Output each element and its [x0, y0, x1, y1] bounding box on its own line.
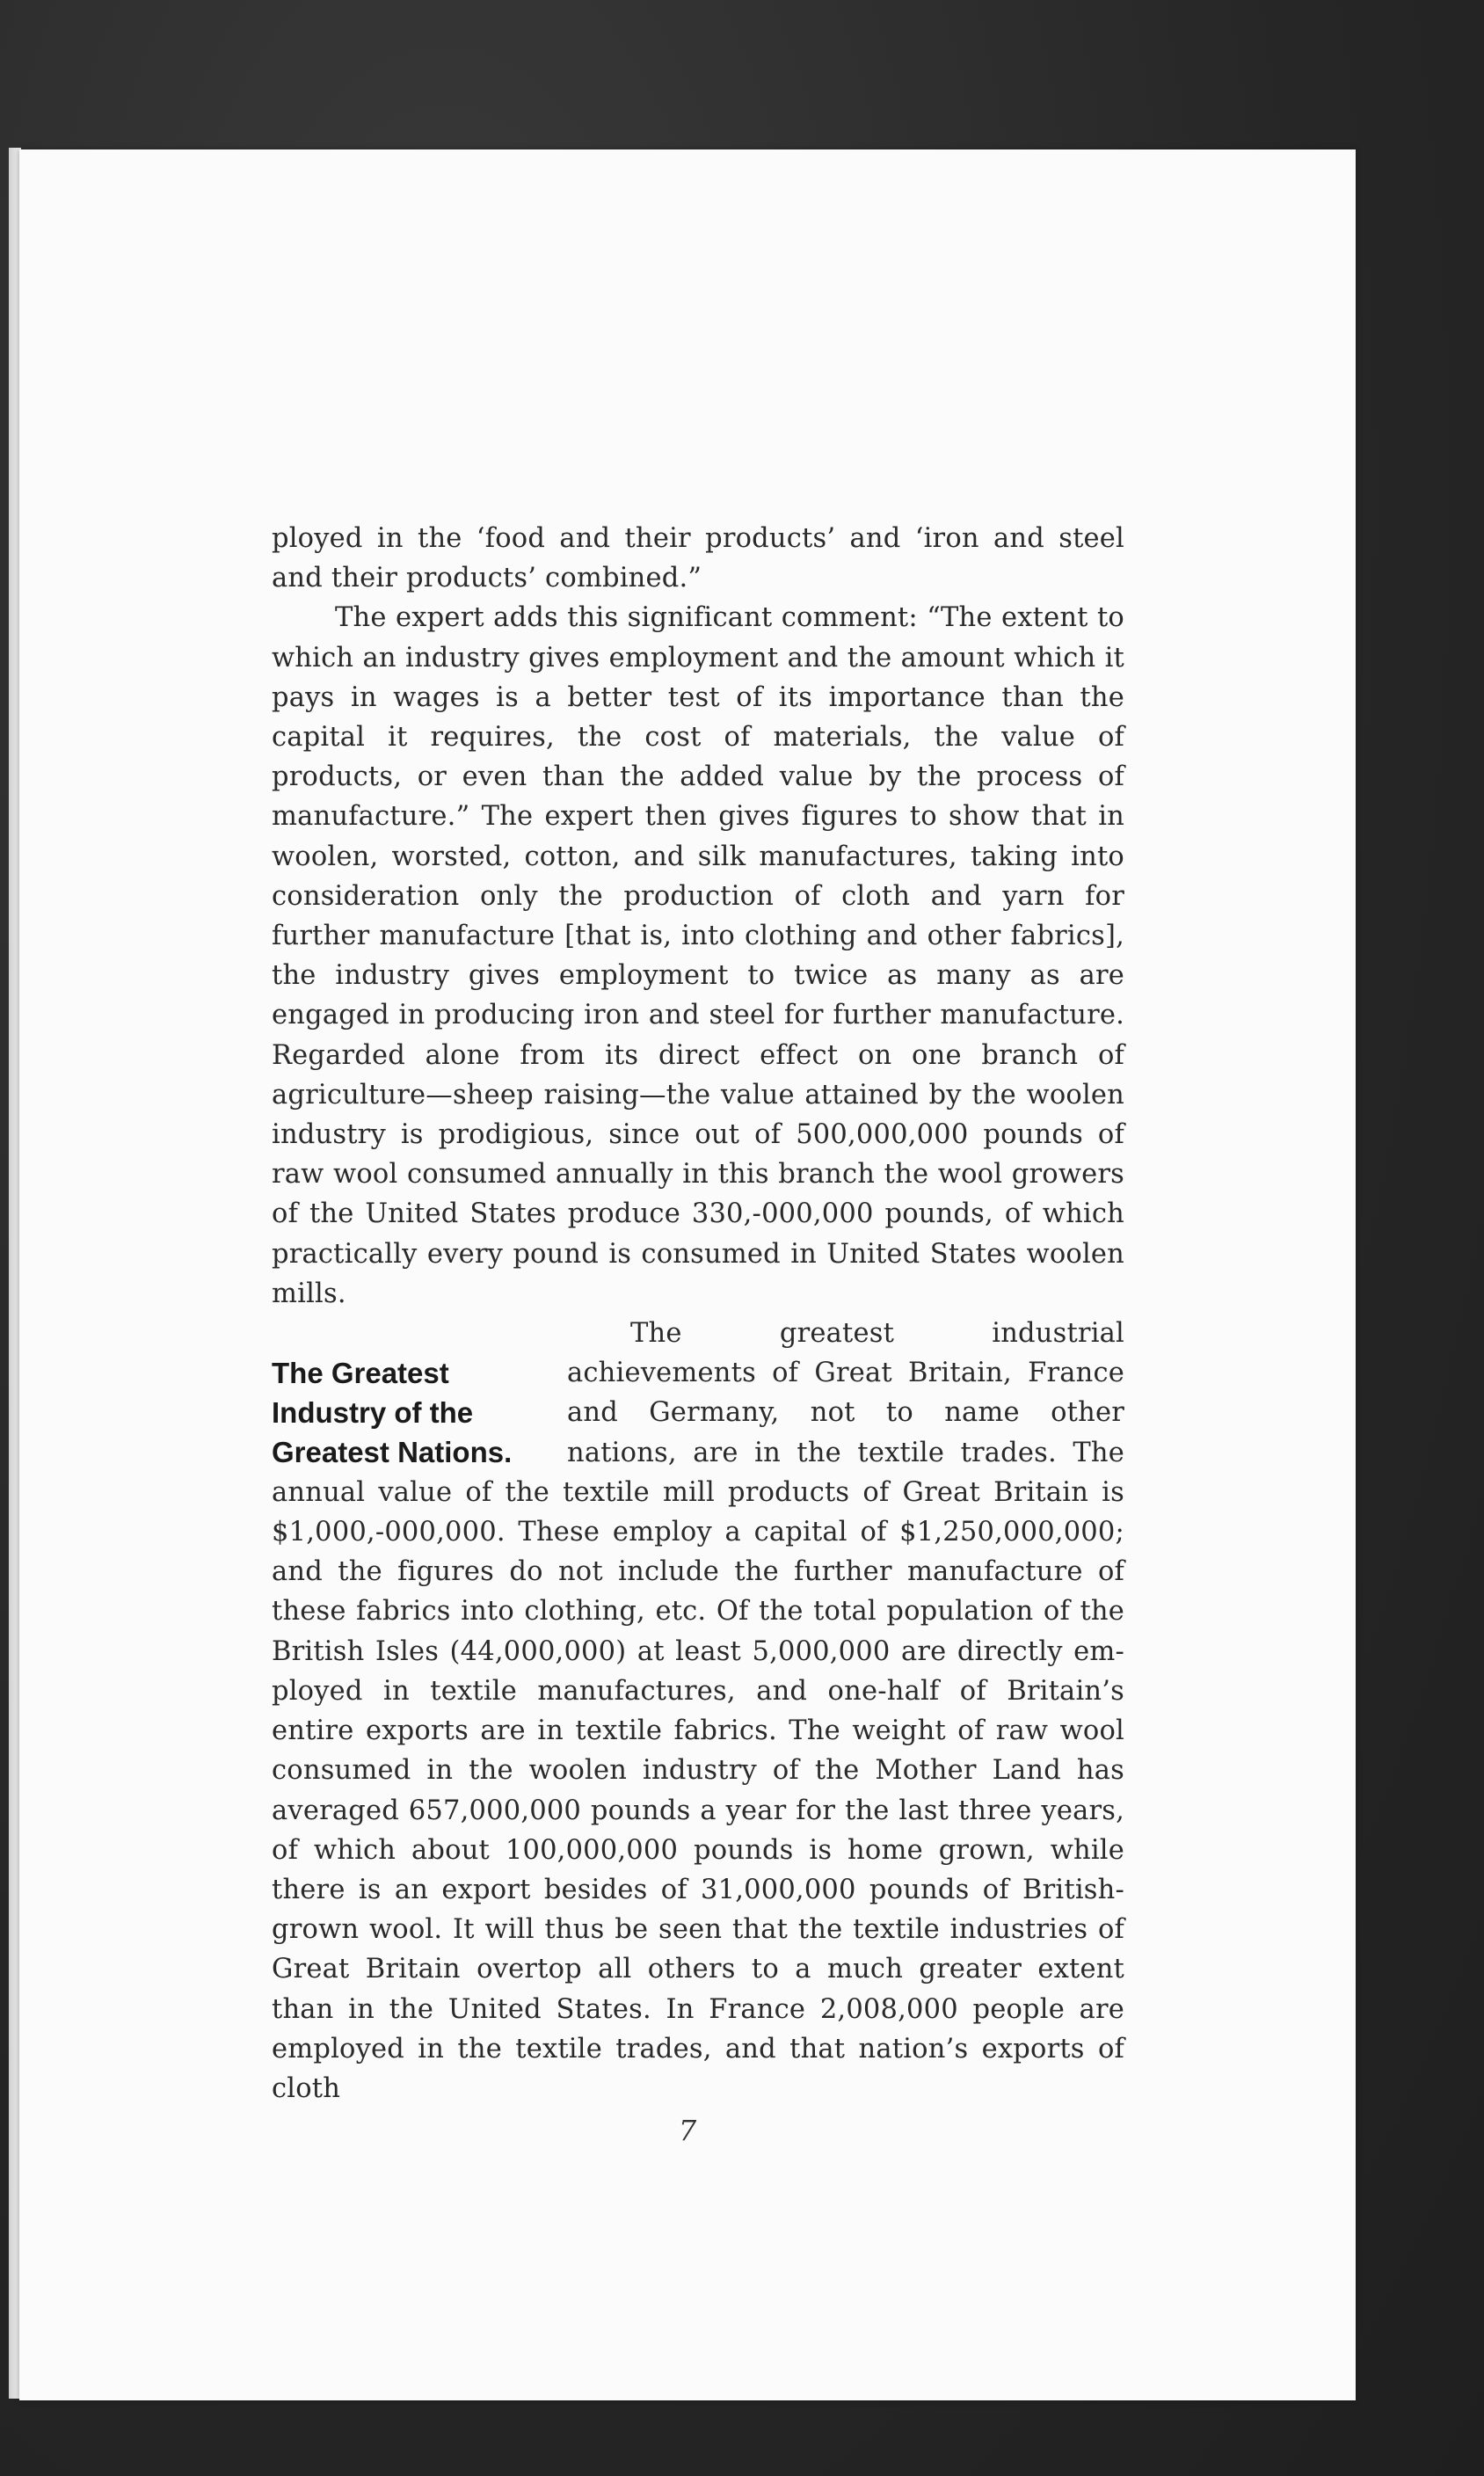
side-heading-line-3: Greatest Nations. [272, 1436, 513, 1469]
side-heading-line-2: Industry of the [272, 1396, 474, 1430]
body-text [272, 519, 1124, 2108]
paragraph-expert-comment: The expert adds this significant comment: “The extent to which an industry gives employment and the amount which it pays in wages is a better test of its importance than the capital it requires, the cost of materials, the value of products, or even than the added value by the process of manufacture.” The expert then gives figures to show that in woolen, worsted, cotton, and silk manufactures, taking into consideration only the production of cloth and yarn for further manufacture [that is, into clothing and other fabrics], the industry gives employment to twice as many as are engaged in producing iron and steel for further manufacture. Regarded alone from its direct effect on one branch of agriculture—sheep raising—the value attained by the woolen industry is prodigious, since out of 500,000,000 pounds of raw wool consumed annually in this branch the wool growers of the United States produce 330,-000,000 pounds, of which practically every pound is consumed in United States woolen mills. [272, 602, 1124, 1309]
book-page [19, 149, 1356, 2400]
side-heading-line-1: The Greatest [272, 1357, 449, 1390]
side-heading [272, 1353, 564, 1473]
paragraph-with-sidehead [272, 1314, 1124, 2108]
page-number: 7 [678, 2114, 697, 2147]
paragraph-continuation: ployed in the ‘food and their products’ and ‘iron and steel and their products’ combined.” [272, 523, 1124, 594]
paragraph-greatest-achievements: The greatest industrial achievements of Great Britain, France and Germany, not to name other nations, are in the textile trades. The annual value of the textile mill products of Great Britain is $1,000,-000,000. These employ a capital of $1,250,000,000; and the figures do not include the further manufacture of these fabrics into clothing, etc. Of the total population of the British Isles (44,000,000) at least 5,000,000 are directly em-ployed in textile manufactures, and one-half of Britain’s entire exports are in textile fabrics. The weight of raw wool consumed in the woolen industry of the Mother Land has averaged 657,000,000 pounds a year for the last three years, of which about 100,000,000 pounds is home grown, while there is an export besides of 31,000,000 pounds of British-grown wool. It will thus be seen that the textile industries of Great Britain overtop all others to a much greater extent than in the United States. In France 2,008,000 people are employed in the textile trades, and that nation’s exports of cloth [272, 1318, 1124, 2104]
